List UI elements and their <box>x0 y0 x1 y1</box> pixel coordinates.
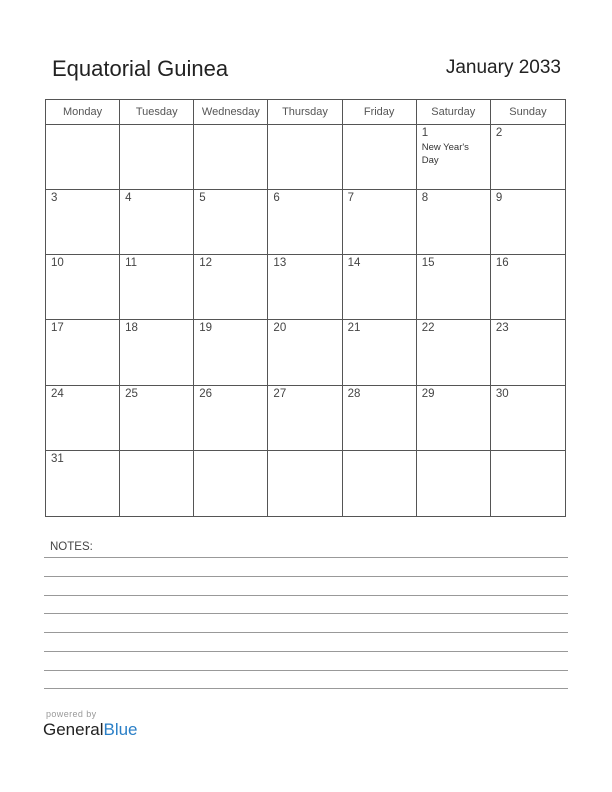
calendar-country-title: Equatorial Guinea <box>52 56 229 81</box>
notes-rule-line <box>44 632 568 633</box>
day-cell <box>268 320 342 385</box>
day-cell <box>194 320 268 385</box>
brand-general-text: General <box>43 720 104 739</box>
notes-rule-line <box>44 595 568 596</box>
day-cell <box>268 190 342 255</box>
day-number: 27 <box>273 387 287 400</box>
day-number: 19 <box>199 322 213 335</box>
day-number: 21 <box>347 322 361 335</box>
day-number: 12 <box>199 257 213 270</box>
day-cell <box>194 386 268 451</box>
day-number: 28 <box>347 387 361 400</box>
notes-rule-line <box>44 576 568 577</box>
empty-day-cell <box>343 125 417 190</box>
notes-rule-line <box>44 688 568 689</box>
day-number: 3 <box>51 192 58 205</box>
calendar-grid <box>45 99 566 517</box>
day-number: 14 <box>347 257 361 270</box>
day-number: 5 <box>199 192 206 205</box>
day-cell <box>194 190 268 255</box>
brand-blue-text: Blue <box>103 720 138 739</box>
day-number: 22 <box>421 322 435 335</box>
day-cell <box>343 386 417 451</box>
weekday-header: Sunday <box>491 100 565 125</box>
day-cell <box>417 386 491 451</box>
weekday-header: Monday <box>46 100 120 125</box>
day-number: 9 <box>495 192 503 205</box>
day-number: 11 <box>125 257 138 270</box>
empty-day-cell <box>194 451 268 516</box>
day-number: 25 <box>125 387 138 400</box>
day-cell <box>46 386 120 451</box>
day-cell <box>46 320 120 385</box>
generalblue-logo <box>43 720 138 740</box>
day-cell <box>491 320 565 385</box>
weekday-header: Friday <box>343 100 417 125</box>
empty-day-cell <box>194 125 268 190</box>
empty-day-cell <box>268 451 342 516</box>
day-cell <box>491 255 565 320</box>
day-number: 17 <box>51 322 64 335</box>
day-number: 31 <box>51 452 64 465</box>
day-number: 20 <box>273 322 287 335</box>
day-number: 1 <box>421 127 429 139</box>
day-cell <box>120 320 194 385</box>
empty-day-cell <box>268 125 342 190</box>
day-number: 13 <box>273 257 287 270</box>
notes-rule-line <box>44 557 568 558</box>
day-number: 7 <box>347 192 354 205</box>
day-cell <box>343 255 417 320</box>
empty-day-cell <box>491 451 565 516</box>
empty-day-cell <box>417 451 491 516</box>
day-number: 2 <box>495 127 503 139</box>
day-number: 10 <box>51 257 64 270</box>
notes-rule-line <box>44 613 568 614</box>
empty-day-cell <box>343 451 417 516</box>
calendar-month-title: January 2033 <box>445 57 561 78</box>
day-cell <box>417 190 491 255</box>
day-cell <box>120 386 194 451</box>
day-number: 4 <box>125 192 132 205</box>
day-cell <box>491 386 565 451</box>
weekday-header: Thursday <box>268 100 342 125</box>
empty-day-cell <box>120 451 194 516</box>
notes-label: NOTES: <box>50 541 93 553</box>
day-number: 29 <box>421 387 435 400</box>
weekday-header: Wednesday <box>194 100 268 125</box>
day-number: 8 <box>421 192 429 205</box>
day-number: 15 <box>421 257 435 270</box>
day-cell <box>343 190 417 255</box>
day-cell <box>343 320 417 385</box>
weekday-header: Tuesday <box>120 100 194 125</box>
empty-day-cell <box>120 125 194 190</box>
day-number: 30 <box>495 387 509 400</box>
day-cell <box>46 255 120 320</box>
day-number: 26 <box>199 387 213 400</box>
day-cell <box>120 255 194 320</box>
day-cell <box>268 386 342 451</box>
day-cell <box>491 125 565 190</box>
day-cell <box>46 190 120 255</box>
day-number: 24 <box>51 387 64 400</box>
notes-rule-line <box>44 651 568 652</box>
day-cell <box>46 451 120 516</box>
day-number: 16 <box>495 257 509 270</box>
holiday-event: New Year's Day <box>421 142 469 166</box>
day-cell <box>417 125 491 190</box>
day-cell <box>417 320 491 385</box>
notes-rule-line <box>44 670 568 671</box>
day-cell <box>417 255 491 320</box>
day-number: 23 <box>495 322 509 335</box>
day-number: 6 <box>273 192 280 205</box>
day-cell <box>491 190 565 255</box>
powered-by-text: powered by <box>46 709 97 719</box>
empty-day-cell <box>46 125 120 190</box>
day-cell <box>194 255 268 320</box>
weekday-header: Saturday <box>417 100 491 125</box>
day-cell <box>268 255 342 320</box>
day-number: 18 <box>125 322 138 335</box>
day-cell <box>120 190 194 255</box>
